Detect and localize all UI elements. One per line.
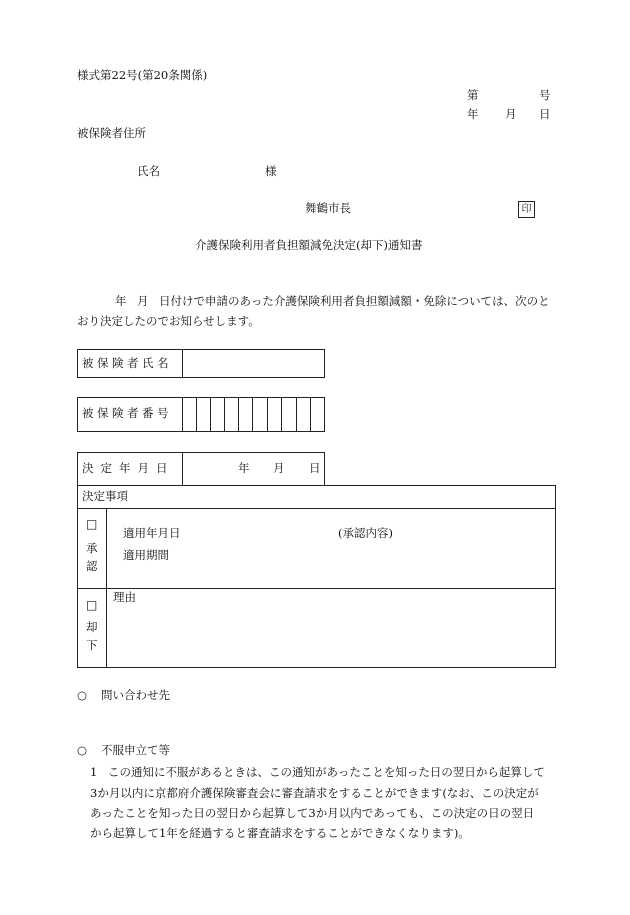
seal-stamp: 印 bbox=[518, 201, 535, 218]
number-cell-divider bbox=[196, 397, 197, 432]
apply-date-label: 適用年月日 bbox=[123, 526, 181, 540]
reject-checkbox[interactable]: □ bbox=[86, 598, 98, 612]
reason-label: 理由 bbox=[113, 590, 136, 604]
number-cell-divider bbox=[210, 397, 211, 432]
appeal-line-3: あったことを知った日の翌日から起算して3か月以内であっても、この決定の日の翌日 bbox=[90, 806, 535, 820]
insured-number-label: 被保険者番号 bbox=[82, 406, 172, 420]
decision-date-label: 決定年月日 bbox=[82, 461, 175, 475]
decision-date-year: 年 bbox=[238, 461, 250, 475]
issue-date-year: 年 bbox=[467, 107, 479, 121]
insured-name-divider bbox=[182, 349, 183, 378]
form-number: 様式第22号(第20条関係) bbox=[77, 68, 208, 82]
approve-label-2: 認 bbox=[86, 559, 98, 573]
number-cell-divider bbox=[310, 397, 311, 432]
number-cell-divider bbox=[238, 397, 239, 432]
number-cell-divider bbox=[296, 397, 297, 432]
issue-date-month: 月 bbox=[505, 107, 517, 121]
number-cell-divider bbox=[281, 397, 282, 432]
inquiry-bullet: ○ bbox=[77, 688, 88, 702]
body-line-2: おり決定したのでお知らせします。 bbox=[77, 314, 260, 328]
decision-header-divider bbox=[77, 508, 556, 509]
appeal-line-4: から起算して1年を経過すると審査請求をすることができなくなります)。 bbox=[90, 826, 470, 840]
appeal-line-2: 3か月以内に京都府介護保険審査会に審査請求をすることができます(なお、この決定が bbox=[90, 786, 539, 800]
issuer-name: 舞鶴市長 bbox=[305, 201, 351, 215]
reject-label-1: 却 bbox=[86, 620, 98, 634]
name-label: 氏名 bbox=[137, 164, 160, 178]
appeal-item-number: 1 bbox=[90, 765, 98, 779]
number-cell-divider bbox=[252, 397, 253, 432]
insured-number-divider bbox=[182, 397, 183, 432]
insured-address-label: 被保険者住所 bbox=[77, 126, 146, 140]
appeal-label: 不服申立て等 bbox=[101, 743, 170, 757]
decision-date-day: 日 bbox=[309, 461, 321, 475]
decision-date-month: 月 bbox=[273, 461, 285, 475]
approve-checkbox[interactable]: □ bbox=[86, 517, 98, 531]
issue-date-day: 日 bbox=[539, 107, 551, 121]
decision-items-label: 決定事項 bbox=[82, 489, 128, 503]
document-title: 介護保険利用者負担額減免決定(却下)通知書 bbox=[195, 238, 423, 252]
approve-reject-divider bbox=[77, 588, 556, 589]
approval-content-label: (承認内容) bbox=[338, 526, 393, 540]
appeal-bullet: ○ bbox=[77, 743, 88, 757]
decision-items-table bbox=[77, 485, 556, 668]
number-cell-divider bbox=[267, 397, 268, 432]
number-cell-divider bbox=[224, 397, 225, 432]
apply-period-label: 適用期間 bbox=[123, 548, 169, 562]
document-number-prefix: 第 bbox=[467, 88, 479, 102]
body-line-1: 日付けで申請のあった介護保険利用者負担額減額・免除については、次のと bbox=[159, 294, 550, 308]
body-month: 月 bbox=[137, 294, 149, 308]
honorific: 様 bbox=[265, 164, 277, 178]
appeal-line-1: この通知に不服があるときは、この通知があったことを知った日の翌日から起算して bbox=[108, 765, 545, 779]
decision-date-divider bbox=[182, 452, 183, 486]
reject-label-2: 下 bbox=[86, 638, 98, 652]
approve-label-1: 承 bbox=[86, 541, 98, 555]
inquiry-label: 問い合わせ先 bbox=[101, 688, 170, 702]
insured-name-label: 被保険者氏名 bbox=[82, 356, 172, 370]
body-year: 年 bbox=[115, 294, 127, 308]
document-number-suffix: 号 bbox=[539, 88, 551, 102]
